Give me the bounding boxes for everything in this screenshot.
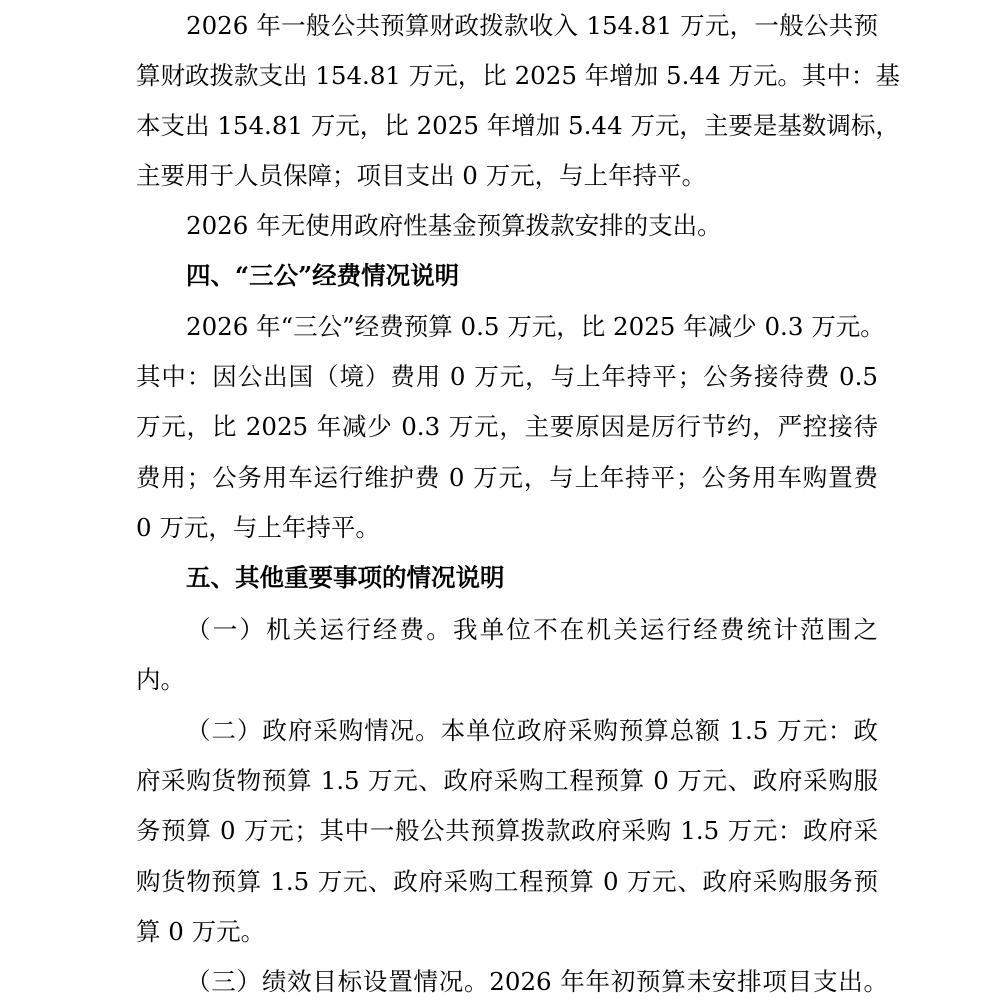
paragraph-line: 主要用于人员保障；项目支出 0 万元，与上年持平。: [136, 161, 707, 190]
paragraph-line: 2026 年一般公共预算财政拨款收入 154.81 万元，一般公共预: [186, 11, 878, 40]
paragraph-line: 本支出 154.81 万元，比 2025 年增加 5.44 万元，主要是基数调标，: [136, 111, 900, 140]
paragraph-line: 2026 年“三公”经费预算 0.5 万元，比 2025 年减少 0.3 万元。: [186, 312, 885, 341]
paragraph-line: 费用；公务用车运行维护费 0 万元，与上年持平；公务用车购置费: [136, 463, 878, 492]
paragraph-line: 府采购货物预算 1.5 万元、政府采购工程预算 0 万元、政府采购服: [136, 766, 878, 795]
section-heading-5: 五、其他重要事项的情况说明: [186, 563, 505, 592]
paragraph-line: 算 0 万元。: [136, 917, 266, 946]
paragraph-line: 0 万元，与上年持平。: [136, 513, 380, 542]
paragraph-line: 2026 年无使用政府性基金预算拨款安排的支出。: [186, 211, 722, 240]
paragraph-line: 内。: [136, 665, 185, 694]
paragraph-line: 算财政拨款支出 154.81 万元，比 2025 年增加 5.44 万元。其中：基: [136, 61, 900, 90]
paragraph-line: 务预算 0 万元；其中一般公共预算拨款政府采购 1.5 万元：政府采: [136, 816, 878, 845]
paragraph-line: （二）政府采购情况。本单位政府采购预算总额 1.5 万元：政: [186, 716, 878, 745]
paragraph-line: （三）绩效目标设置情况。2026 年年初预算未安排项目支出。: [186, 967, 888, 996]
section-heading-4: 四、“三公”经费情况说明: [186, 261, 460, 290]
paragraph-line: 购货物预算 1.5 万元、政府采购工程预算 0 万元、政府采购服务预: [136, 867, 878, 896]
paragraph-line: 其中：因公出国（境）费用 0 万元，与上年持平；公务接待费 0.5: [136, 362, 878, 391]
paragraph-line: 万元，比 2025 年减少 0.3 万元，主要原因是厉行节约，严控接待: [136, 412, 878, 441]
paragraph-line: （一）机关运行经费。我单位不在机关运行经费统计范围之: [186, 615, 878, 644]
